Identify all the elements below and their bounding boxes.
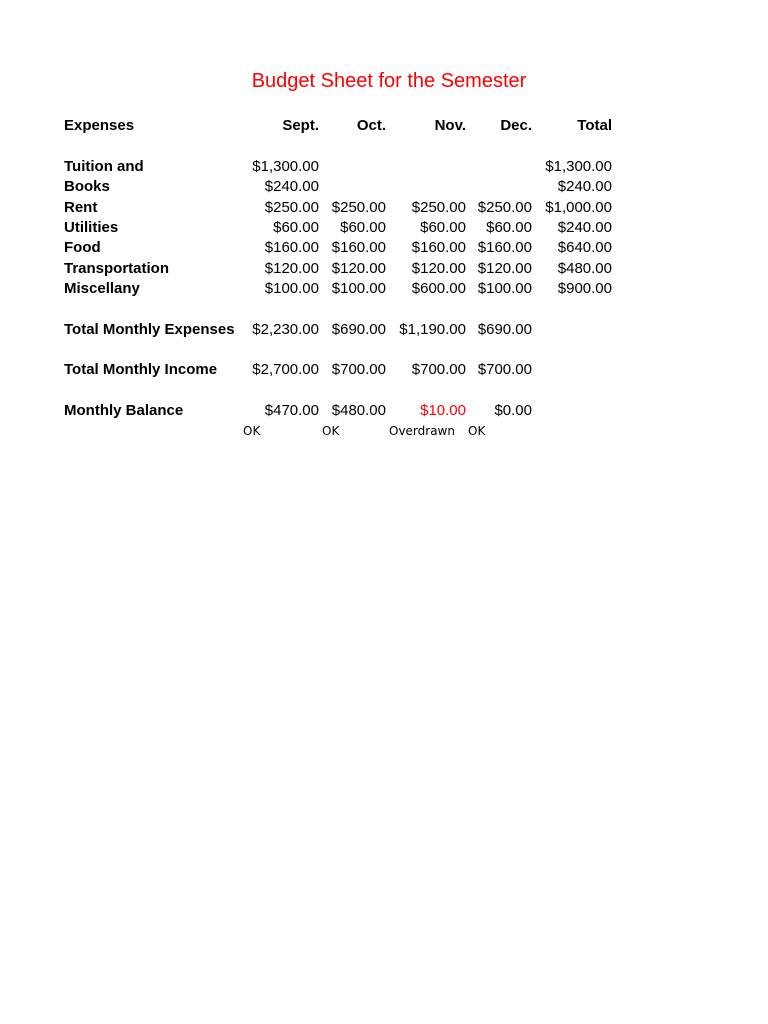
cell-value: $250.00: [331, 199, 386, 216]
row-label: Food: [64, 239, 101, 256]
expense-row-food: [0, 239, 768, 259]
cell-value: $1,300.00: [252, 158, 319, 175]
cell-value: $100.00: [264, 280, 319, 297]
cell-value: $160.00: [264, 239, 319, 256]
cell-total: $1,000.00: [545, 199, 612, 216]
expense-row-rent: [0, 199, 768, 219]
cell-value: $690.00: [477, 321, 532, 338]
header-total: Total: [577, 117, 612, 134]
cell-value: $480.00: [331, 402, 386, 419]
cell-value: $60.00: [273, 219, 319, 236]
header-label-expenses: Expenses: [64, 117, 135, 134]
cell-value: $690.00: [331, 321, 386, 338]
total-income-row: [0, 361, 768, 381]
row-label: Total Monthly Income: [64, 361, 218, 378]
cell-value: $160.00: [331, 239, 386, 256]
row-label: Total Monthly Expenses: [64, 321, 235, 338]
header-month: Nov.: [434, 117, 466, 134]
row-label: Books: [64, 178, 110, 195]
cell-value-overdrawn: $10.00: [420, 402, 466, 419]
row-label: Utilities: [64, 219, 119, 236]
cell-value: $250.00: [411, 199, 466, 216]
cell-value: $250.00: [477, 199, 532, 216]
cell-value: $1,190.00: [399, 321, 466, 338]
cell-value: $60.00: [486, 219, 532, 236]
status-label: OK: [322, 424, 340, 438]
expense-row-tuition: [0, 158, 768, 178]
row-label: Miscellany: [64, 280, 140, 297]
expense-row-books: [0, 178, 768, 198]
cell-value: $160.00: [477, 239, 532, 256]
cell-value: $700.00: [331, 361, 386, 378]
header-row: [0, 117, 768, 137]
cell-value: $250.00: [264, 199, 319, 216]
row-label: Rent: [64, 199, 98, 216]
cell-value: $120.00: [411, 260, 466, 277]
header-month: Dec.: [500, 117, 532, 134]
row-label: Transportation: [64, 260, 170, 277]
monthly-balance-row: [0, 402, 768, 422]
cell-value: $160.00: [411, 239, 466, 256]
cell-total: $1,300.00: [545, 158, 612, 175]
row-label: Tuition and: [64, 158, 144, 175]
cell-value: $60.00: [340, 219, 386, 236]
sheet-title: Budget Sheet for the Semester: [251, 70, 527, 92]
cell-value: $700.00: [411, 361, 466, 378]
total-expenses-row: [0, 321, 768, 341]
cell-value: $600.00: [411, 280, 466, 297]
cell-value: $470.00: [264, 402, 319, 419]
cell-total: $240.00: [557, 178, 612, 195]
expense-row-transportation: [0, 260, 768, 280]
status-label: OK: [468, 424, 486, 438]
cell-value: $120.00: [331, 260, 386, 277]
cell-value: $100.00: [477, 280, 532, 297]
header-month: Oct.: [356, 117, 386, 134]
row-label: Monthly Balance: [64, 402, 184, 419]
cell-total: $640.00: [557, 239, 612, 256]
cell-value: $0.00: [494, 402, 532, 419]
cell-value: $2,700.00: [252, 361, 319, 378]
expense-row-utilities: [0, 219, 768, 239]
cell-value: $700.00: [477, 361, 532, 378]
cell-value: $240.00: [264, 178, 319, 195]
cell-value: $100.00: [331, 280, 386, 297]
cell-total: $240.00: [557, 219, 612, 236]
header-month: Sept.: [282, 117, 319, 134]
expense-row-miscellany: [0, 280, 768, 300]
cell-total: $900.00: [557, 280, 612, 297]
cell-value: $120.00: [264, 260, 319, 277]
cell-value: $2,230.00: [252, 321, 319, 338]
cell-value: $120.00: [477, 260, 532, 277]
cell-value: $60.00: [420, 219, 466, 236]
status-label-overdrawn: Overdrawn: [389, 424, 455, 438]
cell-total: $480.00: [557, 260, 612, 277]
status-label: OK: [243, 424, 261, 438]
